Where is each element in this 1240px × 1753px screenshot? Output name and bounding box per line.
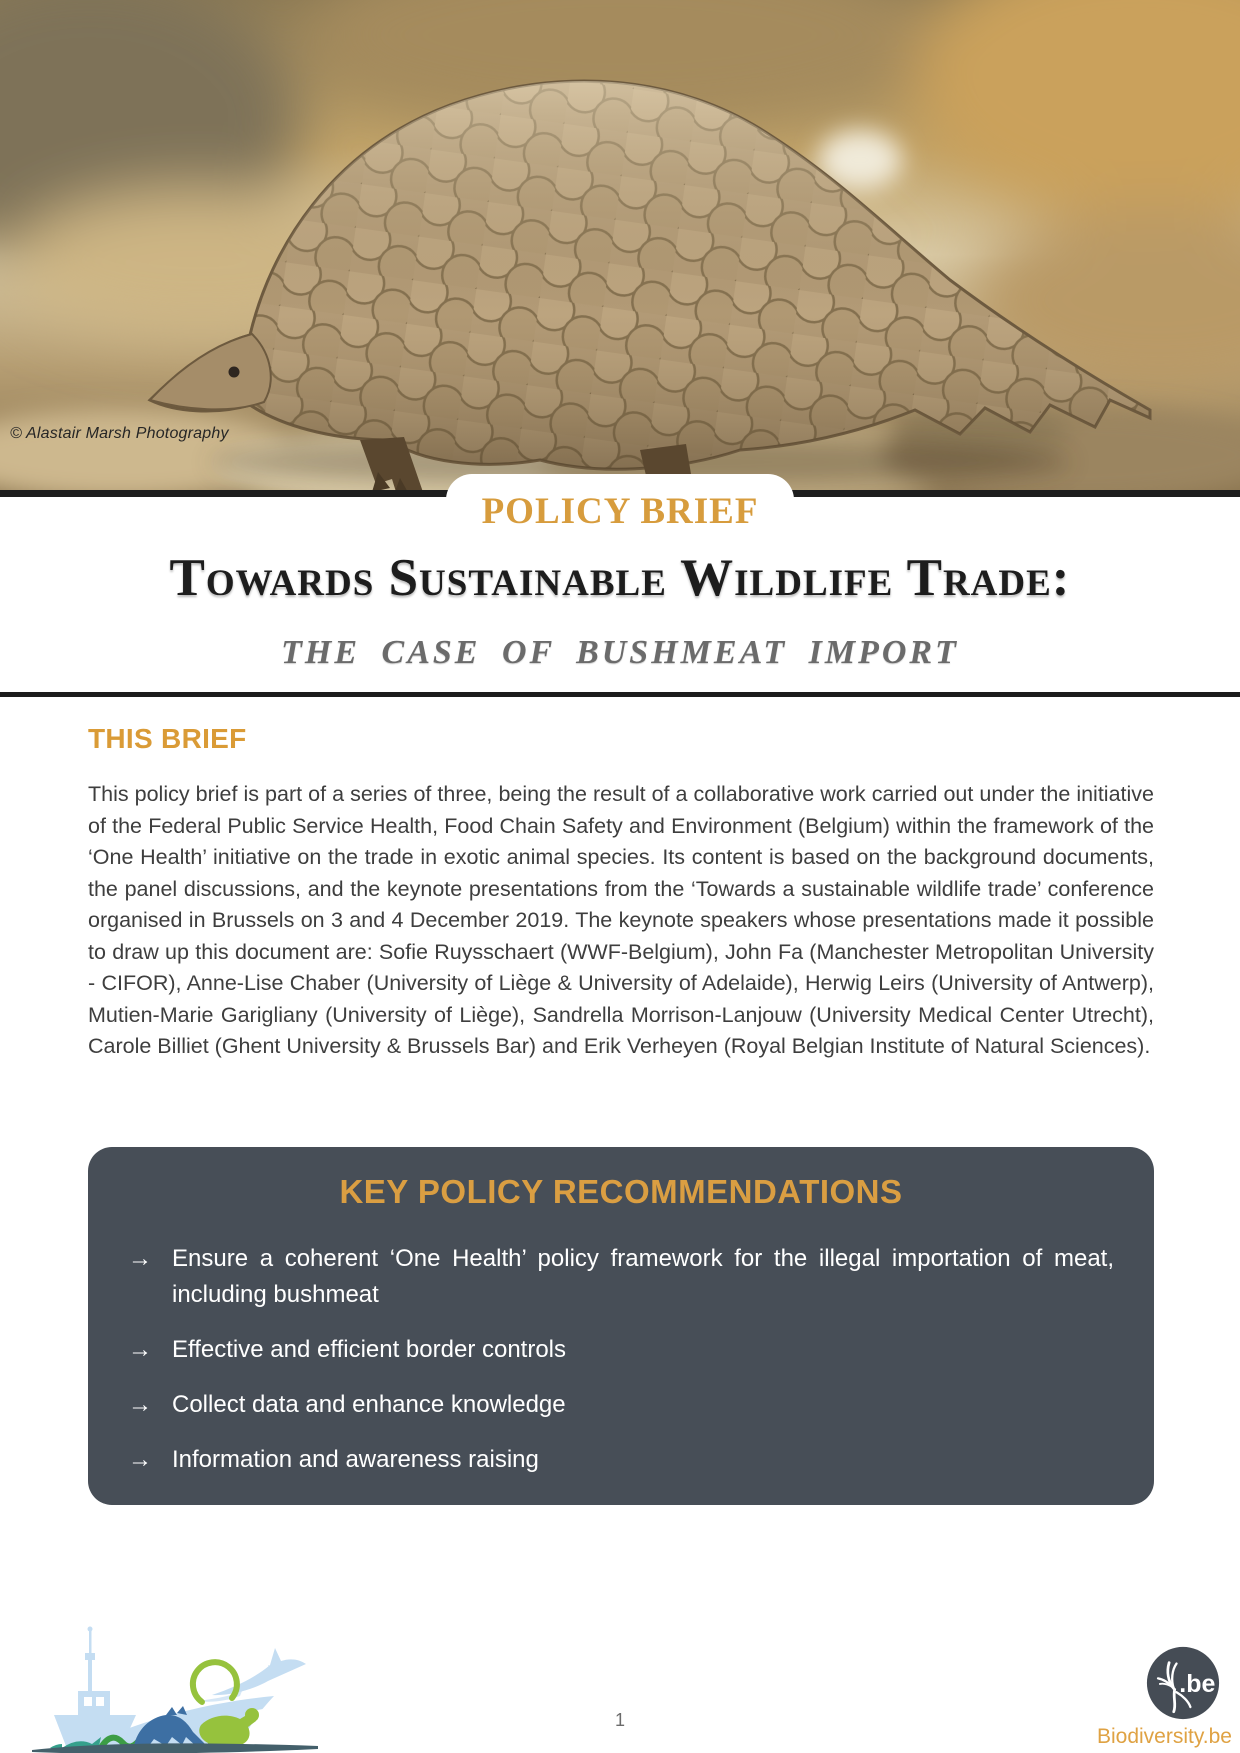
recommendation-text: Information and awareness raising xyxy=(172,1445,539,1473)
recommendation-text: Effective and efficient border controls xyxy=(172,1335,567,1363)
recommendation-text: Collect data and enhance knowledge xyxy=(172,1390,566,1418)
page-subtitle: THE CASE OF BUSHMEAT IMPORT xyxy=(281,634,959,671)
airplane-icon xyxy=(196,1648,306,1702)
biodiversity-logo xyxy=(1062,1646,1232,1749)
arrow-bullet-icon: → xyxy=(128,1445,152,1473)
policy-brief-banner xyxy=(446,474,794,548)
divider-rule xyxy=(0,692,1240,697)
biodiversity-logo-text: Biodiversity.be xyxy=(1096,1725,1232,1748)
arrow-bullet-icon: → xyxy=(128,1335,152,1363)
header-photo xyxy=(0,0,1240,497)
pangolin-photo xyxy=(0,0,1240,490)
recommendation-text: Ensure a coherent ‘One Health’ policy framework for the illegal importation of meat, including bushmeat xyxy=(172,1244,1114,1308)
recommendations-list xyxy=(124,1241,1118,1478)
recommendation-item xyxy=(128,1332,1114,1368)
page-title: Towards Sustainable Wildlife Trade: xyxy=(169,549,1071,607)
brief-paragraph: This policy brief is part of a series of three, being the result of a collaborative work carried out under the initiative of the Federal Public Service Health, Food Chain Safety and Environment (Belgium) within the framework of the ‘One Health’ initiative on the trade in exotic animal species. Its content is based on the background documents, the panel discussions, and the keynote presentations from the ‘Towards a sustainable wildlife trade’ conference organised in Brussels on 3 and 4 December 2019. The keynote speakers whose presentations made it possible to draw up this document are: Sofie Ruysschaert (WWF-Belgium), John Fa (Manchester Metropolitan University - CIFOR), Anne-Lise Chaber (University of Liège & University of Adelaide), Herwig Leirs (University of Antwerp), Mutien-Marie Garigliany (University of Liège), Sandrella Morrison-Lanjouw (University Medical Center Utrecht), Carole Billiet (Ghent University & Brussels Bar) and Erik Verheyen (Royal Belgian Institute of Natural Sciences). xyxy=(88,782,1154,1058)
main-content xyxy=(88,713,1154,1505)
recommendation-item xyxy=(128,1387,1114,1423)
pangolin-eye xyxy=(229,367,240,378)
key-recommendations-panel xyxy=(88,1147,1154,1505)
arrow-bullet-icon: → xyxy=(128,1244,152,1272)
policy-brief-label: POLICY BRIEF xyxy=(481,491,759,532)
biodiversity-logo-badge xyxy=(1146,1646,1220,1720)
page-number: 1 xyxy=(614,1710,625,1730)
recommendations-heading: KEY POLICY RECOMMENDATIONS xyxy=(339,1172,903,1210)
section-heading-this-brief: THIS BRIEF xyxy=(88,723,247,754)
logo-badge-text: .be xyxy=(1179,1670,1216,1699)
recommendation-item xyxy=(128,1442,1114,1478)
photo-credit: © Alastair Marsh Photography xyxy=(10,425,229,442)
recommendation-item xyxy=(128,1241,1114,1313)
arrow-bullet-icon: → xyxy=(128,1390,152,1418)
